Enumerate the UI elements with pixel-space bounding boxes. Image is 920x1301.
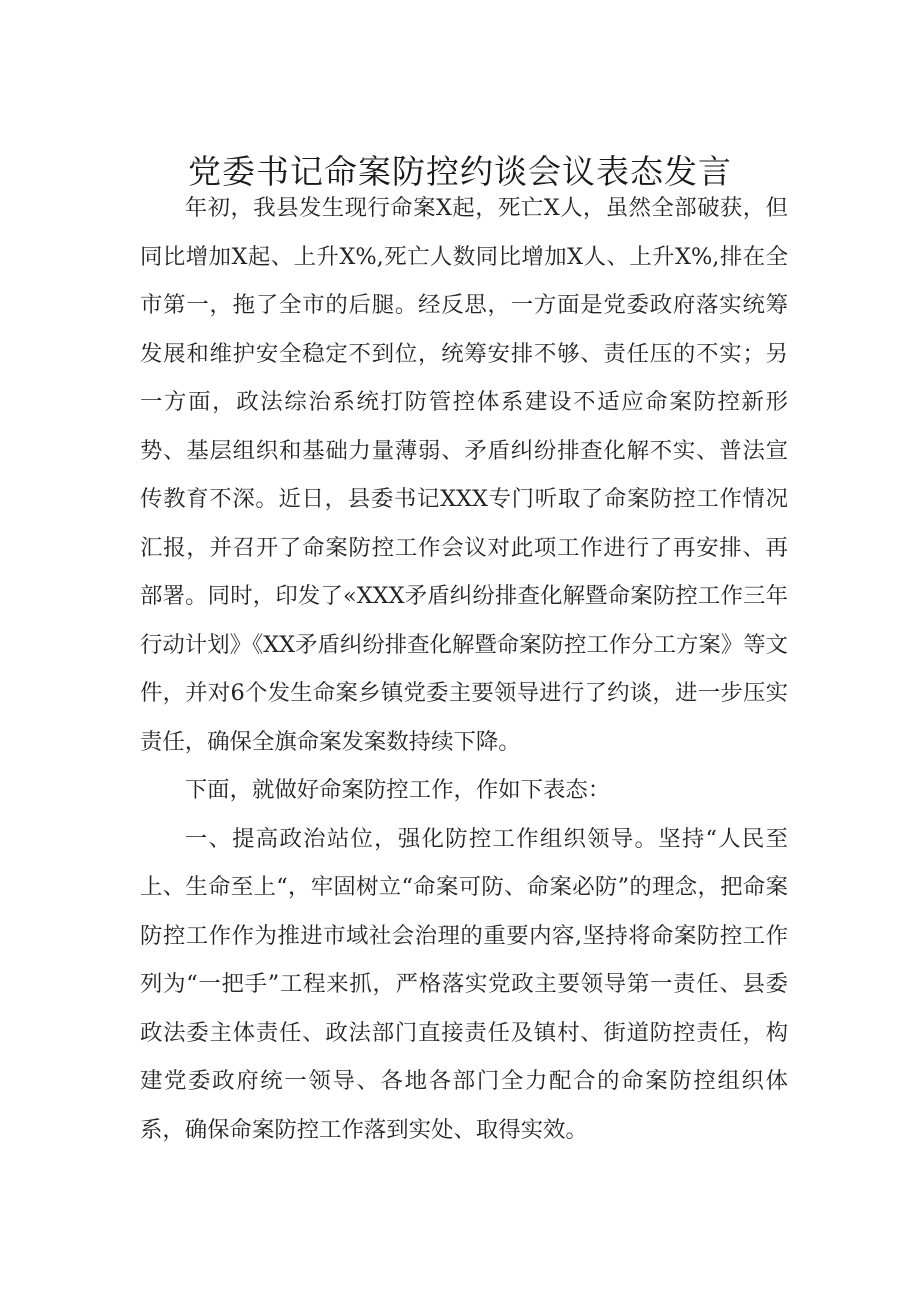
document-body	[140, 184, 788, 1154]
document-title: 党委书记命案防控约谈会议表态发言	[188, 152, 732, 191]
paragraph-point-one: 一、提高政治站位，强化防控工作组织领导。坚持“人民至上、生命至上“，牢固树立“命案可防、命案必防”的理念，把命案防控工作作为推进市域社会治理的重要内容,坚持将命案防控工作列为“一把手”工程来抓，严格落实党政主要领导第一责任、县委政法委主体责任、政法部门直接责任及镇村、街道防控责任，构建党委政府统一领导、各地各部门全力配合的命案防控组织体系，确保命案防控工作落到实处、取得实效。	[140, 825, 788, 1143]
paragraph-transition: 下面，就做好命案防控工作，作如下表态：	[184, 777, 611, 803]
paragraph-intro: 年初，我县发生现行命案X起，死亡X人，虽然全部破获，但同比增加X起、上升X%,死亡人数同比增加X人、上升X%,排在全市第一，拖了全市的后腿。经反思，一方面是党委政府落实统筹发展和维护安全稳定不到位，统筹安排不够、责任压的不实；另一方面，政法综治系统打防管控体系建设不适应命案防控新形势、基层组织和基础力量薄弱、矛盾纠纷排查化解不实、普法宣传教育不深。近日，县委书记XXX专门听取了命案防控工作情况汇报，并召开了命案防控工作会议对此项工作进行了再安排、再部署。同时，印发了«XXX矛盾纠纷排查化解暨命案防控工作三年行动计划》《XX矛盾纠纷排查化解暨命案防控工作分工方案》等文件，并对6个发生命案乡镇党委主要领导进行了约谈，进一步压实责任，确保全旗命案发案数持续下降。	[140, 195, 788, 755]
